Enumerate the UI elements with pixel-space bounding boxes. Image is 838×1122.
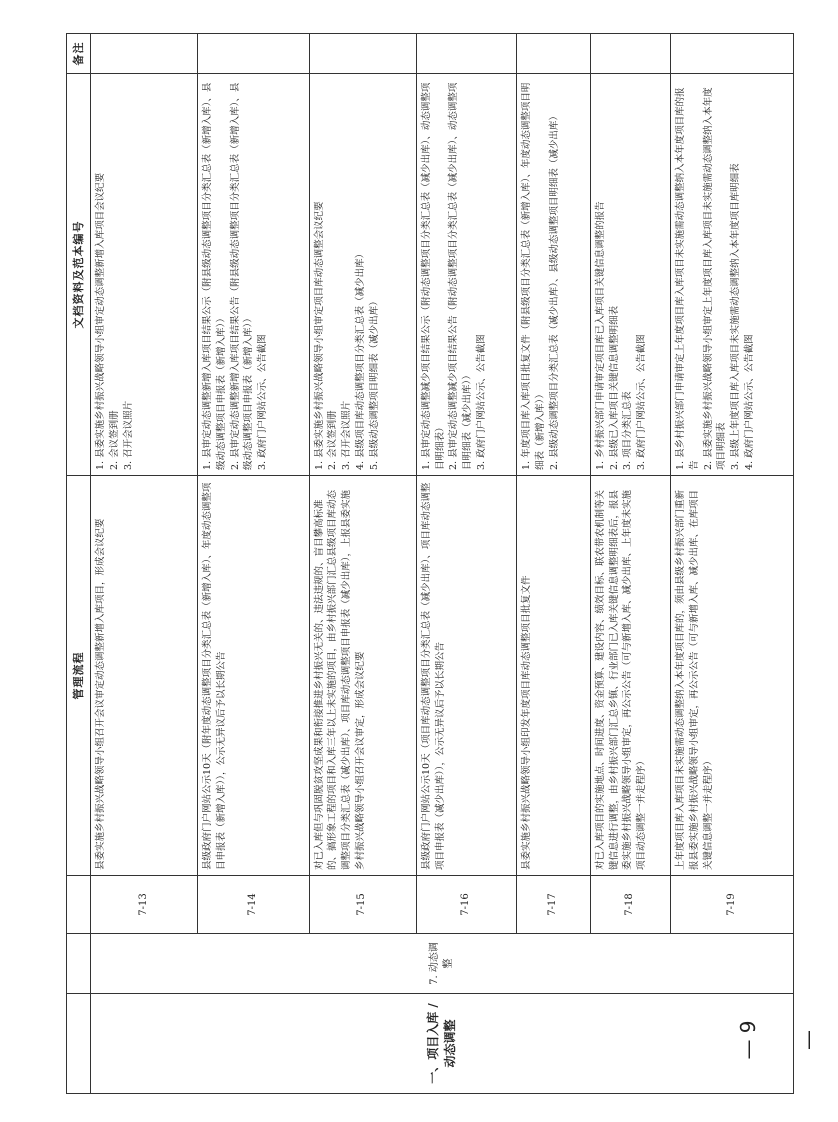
process-cell: 县级政府门户网站公示10天（项目库动态调整项目分类汇总表（减少出库）、项目库动态调整项目申报表（减少出库）），公示无异议后予以长期公告 (416, 476, 516, 876)
remarks-cell (590, 34, 670, 74)
page-number: — 9 — (736, 1020, 820, 1060)
docs-cell (309, 74, 416, 476)
docs-cell (198, 74, 310, 476)
doc-line: 3. 政府门户网站公示、公告截图 (475, 334, 487, 470)
remarks-cell (517, 34, 591, 74)
category-cell: 一、项目入库 /动态调整 (91, 994, 794, 1094)
docs-cell (91, 74, 198, 476)
doc-line: 3. 项目分类汇总表 (622, 391, 634, 470)
row-number: 7-16 (416, 876, 516, 934)
docs-cell (671, 74, 794, 476)
docs-cell (590, 74, 670, 476)
doc-line: 3. 召开会议照片 (122, 400, 134, 470)
row-number: 7-17 (517, 876, 591, 934)
remarks-cell (416, 34, 516, 74)
header-category (67, 994, 91, 1094)
doc-line: 5. 县级动态调整项目明细表（减少出库） (368, 296, 380, 470)
doc-line: 2. 会议签到册 (108, 410, 120, 470)
doc-line: 2. 县级动态调整项目分类汇总表（减少出库）、县级动态调整项目明细表（减少出库） (548, 111, 560, 470)
doc-line: 3. 县级上年度项目库入库项目未实施需动态调整纳入本年度项目库明细表 (730, 163, 742, 470)
doc-line: 2. 县审定动态调整减少项目结果公告（附动态调整项目分类汇总表（减少出库）、动态调整项目明细表（减少出库）） (448, 82, 474, 470)
header-remarks: 备注 (67, 34, 91, 74)
doc-line: 1. 县审定动态调整新增入库项目结果公示（附县级动态调整项目分类汇总表（新增入库）、县级动态调整项目申报表（新增入库）） (202, 82, 227, 470)
remarks-cell (91, 34, 198, 74)
doc-line: 3. 政府门户网站公示、公告截图 (636, 334, 648, 470)
subcategory-cell: 7. 动态调整 (91, 934, 794, 994)
header-documents: 文档资料及范本编号 (67, 74, 91, 476)
process-table (66, 33, 820, 1094)
process-cell: 上年度项目库入库项目未实施需动态调整纳入本年度项目库的，须由县级乡村振兴部门重新报县委实施乡村振兴战略领导小组审定，再公示公告（可与新增入库、减少出库、在库项目关键信息调整一并走程序） (671, 476, 794, 876)
doc-line: 2. 县级已入库项目关键信息调整明细表 (608, 305, 620, 470)
doc-line: 2. 县委实施乡村振兴战略领导小组审定上年度项目库入库项目未实施需动态调整纳入本年度项目明细表 (702, 87, 728, 470)
row-number: 7-13 (91, 876, 198, 934)
row-number: 7-14 (198, 876, 310, 934)
doc-line: 2. 县审定动态调整新增入库项目结果公告（附县级动态调整项目分类汇总表（新增入库）、县级动态调整项目申报表（新增入库）） (229, 82, 255, 470)
doc-line: 3. 召开会议照片 (341, 400, 353, 470)
header-number (67, 876, 91, 934)
doc-line: 4. 政府门户网站公示、公告截图 (744, 334, 756, 470)
remarks-cell (671, 34, 794, 74)
rotated-page (66, 34, 820, 1094)
row-number: 7-18 (590, 876, 670, 934)
docs-cell (517, 74, 591, 476)
header-process: 管理流程 (67, 476, 91, 876)
doc-line: 1. 乡村振兴部门申请审定项目库已入库项目关键信息调整的报告 (594, 201, 606, 470)
doc-line: 4. 县级项目库动态调整项目分类汇总表（减少出库） (354, 248, 366, 470)
doc-line: 1. 县审定动态调整减少项目结果公示（附动态调整项目分类汇总表（减少出库）、动态调整项目明细表） (420, 82, 446, 470)
process-cell: 对已入库但与巩固脱贫攻坚成果和衔接推进乡村振兴无关的、违法违规的、盲目攀高标准的、搞形象工程的项目和入库三年以上未实施的项目，由乡村振兴部门汇总县级项目库动态调整项目分类汇总表（减少出库）、项目库动态调整项目申报表（减少出库），上报县委实施乡村振兴战略领导小组召开会议审定，形成会议纪要 (309, 476, 416, 876)
row-number: 7-19 (671, 876, 794, 934)
process-cell: 县委实施乡村振兴战略领导小组印发年度项目库动态调整项目批复文件 (517, 476, 591, 876)
doc-line: 1. 县乡村振兴部门申请审定上年度项目库入库项目未实施需动态调整纳入本年度项目库的报告 (675, 87, 700, 470)
header-subcategory (67, 934, 91, 994)
docs-cell (416, 74, 516, 476)
process-cell: 县级政府门户网站公示10天（附年度动态调整项目分类汇总表（新增入库）、年度动态调整项目申报表（新增入库）），公示无异议后予以长期公告 (198, 476, 310, 876)
doc-line: 1. 县委实施乡村振兴战略领导小组审定动态调整新增入库项目会议纪要 (95, 172, 106, 470)
doc-line: 3. 政府门户网站公示、公告截图 (257, 334, 269, 470)
row-number: 7-15 (309, 876, 416, 934)
table-row (91, 34, 198, 1094)
doc-line: 1. 县委实施乡村振兴战略领导小组审定项目库动态调整会议纪要 (313, 201, 325, 470)
remarks-cell (198, 34, 310, 74)
process-cell: 县委实施乡村振兴战略领导小组召开会议审定动态调整新增入库项目，形成会议纪要 (91, 476, 198, 876)
remarks-cell (309, 34, 416, 74)
doc-line: 2. 会议签到册 (327, 410, 339, 470)
process-cell: 对已入库项目的实施地点、时间进度、资金预算、建设内容、绩效目标、联农带农机制等关键信息进行调整，由乡村振兴部门汇总乡镇、行业部门已入库关键信息调整明细表后，报县委实施乡村振兴战略领导小组审定，再公示公告（可与新增入库、减少出库、上年度未实施项目动态调整一并走程序） (590, 476, 670, 876)
doc-line: 1. 年度项目库入库项目批复文件（附县级项目分类汇总表（新增入库）、年度动态调整项目明细表（新增入库）） (521, 82, 546, 470)
